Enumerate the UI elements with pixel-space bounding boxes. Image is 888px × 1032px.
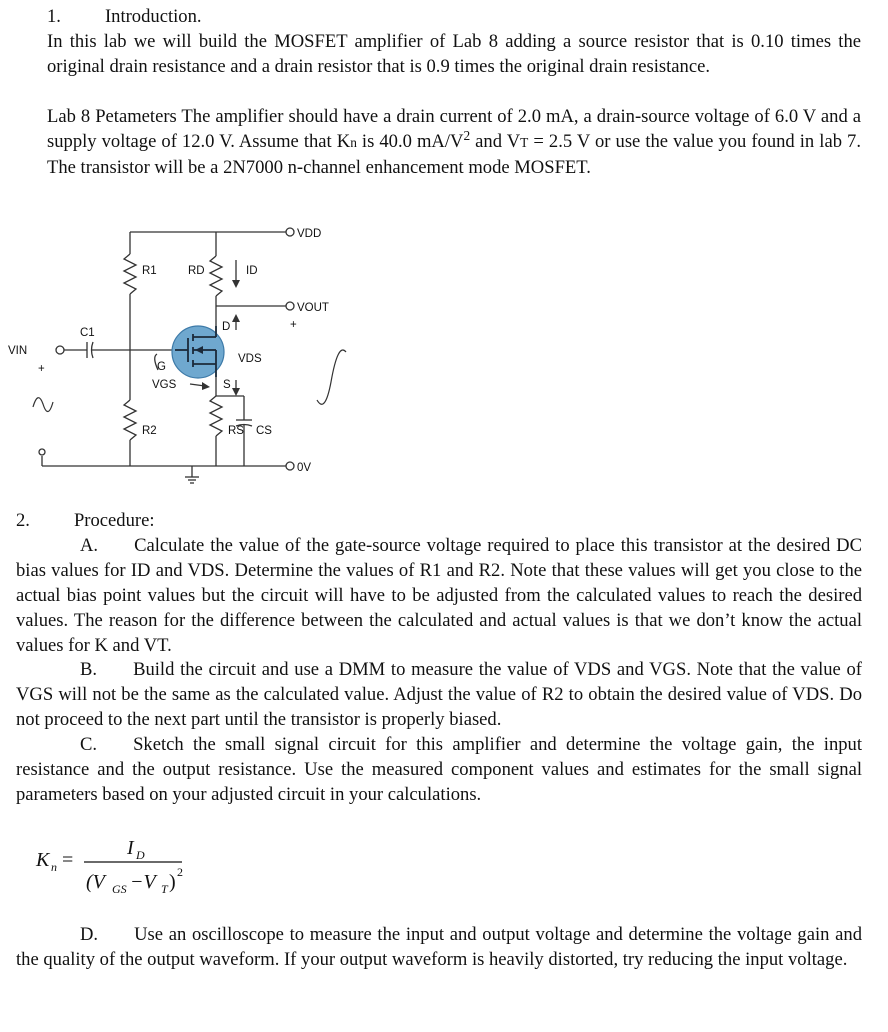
step-d-text: Use an oscilloscope to measure the input and output voltage and determine the voltage gain and the quality of the output waveform. If your output waveform is heavily distorted, try reducing the input voltage. bbox=[16, 924, 862, 970]
formula-equals: = bbox=[62, 849, 74, 871]
drain-label: D bbox=[222, 321, 231, 333]
procedure-step-a bbox=[16, 533, 862, 658]
formula-numerator: I bbox=[127, 837, 134, 859]
step-a-label: A. bbox=[80, 535, 99, 556]
vds-label: VDS bbox=[238, 353, 262, 365]
formula-den-vgs-sub: GS bbox=[112, 882, 127, 896]
formula-numerator-sub: D bbox=[136, 848, 145, 862]
section1-heading-row bbox=[47, 4, 202, 29]
section1-heading: Introduction. bbox=[104, 6, 202, 27]
vin-plus: + bbox=[38, 363, 45, 375]
mosfet-amplifier-schematic bbox=[0, 222, 888, 492]
id-label: ID bbox=[246, 265, 258, 277]
mosfet-transistor bbox=[172, 326, 224, 378]
formula-den-exponent: 2 bbox=[177, 865, 183, 879]
r1-resistor bbox=[124, 254, 136, 294]
vin-terminal bbox=[56, 346, 64, 354]
vin-label: VIN bbox=[8, 345, 28, 357]
step-c-label: C. bbox=[80, 734, 98, 755]
section2-number: 2. bbox=[16, 510, 30, 531]
vdd-label: VDD bbox=[297, 228, 322, 240]
rd-resistor bbox=[210, 256, 222, 296]
step-c-text: Sketch the small signal circuit for this amplifier and determine the voltage gain, the input resistance and the output resistance. Use the measured component values and estimates for the small signal parameters based on your adjusted circuit in your calculations. bbox=[16, 734, 862, 805]
formula-den-open: (V bbox=[86, 871, 105, 893]
zero-volt-label: 0V bbox=[297, 462, 312, 474]
input-sine bbox=[33, 398, 53, 412]
c1-label: C1 bbox=[80, 327, 95, 339]
zero-volt-terminal bbox=[286, 462, 294, 470]
kn-formula bbox=[32, 830, 232, 900]
rs-resistor bbox=[210, 396, 222, 436]
rd-label: RD bbox=[188, 265, 205, 277]
vgs-label: VGS bbox=[152, 379, 177, 391]
section1-paragraph2: Lab 8 Petameters The amplifier should have a drain current of 2.0 mA, a drain-source voltage of 6.0 V and a supply voltage of 12.0 V. Assume that Kn is 40.0 $mA/V^2$ and VT = 2.5 V or use the value you found in lab 7. The transistor will be a 2N7000 n-channel enhancement mode MOSFET. bbox=[47, 106, 861, 178]
procedure-step-d bbox=[16, 922, 862, 972]
vin-ground-terminal bbox=[39, 449, 45, 455]
formula-den-close: ) bbox=[169, 871, 176, 893]
source-label: S bbox=[223, 379, 231, 391]
r1-label: R1 bbox=[142, 265, 157, 277]
section1-paragraph1: In this lab we will build the MOSFET amplifier of Lab 8 adding a source resistor that is 0.10 times the original drain resistance and a drain resistor that is 0.9 times the original drain resistance. bbox=[47, 31, 861, 77]
cs-label: CS bbox=[256, 425, 272, 437]
procedure-step-b bbox=[16, 657, 862, 732]
r2-resistor bbox=[124, 400, 136, 440]
formula-lhs: K bbox=[36, 849, 50, 871]
vout-plus: + bbox=[290, 319, 297, 331]
formula-den-vt-sub: T bbox=[161, 882, 168, 896]
vout-label: VOUT bbox=[297, 302, 329, 314]
formula-lhs-sub: n bbox=[51, 860, 57, 874]
r2-label: R2 bbox=[142, 425, 157, 437]
section2-heading-row bbox=[16, 508, 155, 533]
step-a-text: Calculate the value of the gate-source voltage required to place this transistor at the desired DC bias values for ID and VDS. Determine the values of R1 and R2. Note that these values will get you close to the actual bias point values but the circuit will have to be adjusted from the calculated values to reach the desired values. The reason for the difference between the calculated and actual values is that we don’t know the actual values for K and VT. bbox=[16, 535, 862, 656]
output-sine bbox=[317, 350, 346, 404]
section1-number: 1. bbox=[47, 6, 61, 27]
gate-label: G bbox=[157, 361, 166, 373]
step-d-label: D. bbox=[80, 924, 99, 945]
procedure-step-c bbox=[16, 732, 862, 807]
formula-den-minus: −V bbox=[130, 871, 156, 893]
vdd-terminal bbox=[286, 228, 294, 236]
section2-heading: Procedure: bbox=[73, 510, 155, 531]
rs-label: RS bbox=[228, 425, 244, 437]
step-b-text: Build the circuit and use a DMM to measure the value of VDS and VGS. Note that the value of VGS will not be the same as the calculated value. Adjust the value of R2 to obtain the desired value of VDS. Do not proceed to the next part until the transistor is properly biased. bbox=[16, 659, 862, 730]
vout-terminal bbox=[286, 302, 294, 310]
step-b-label: B. bbox=[80, 659, 98, 680]
